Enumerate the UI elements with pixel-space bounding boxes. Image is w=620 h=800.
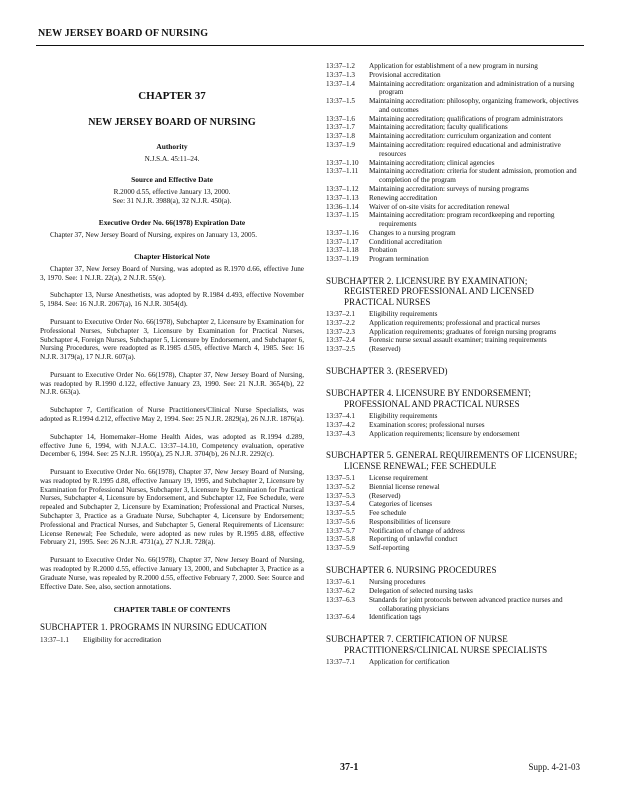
section-title: Categories of licenses <box>369 500 433 509</box>
section-title: Provisional accreditation <box>369 70 441 79</box>
toc-entry <box>326 587 582 596</box>
section-title: Maintaining accreditation: philosophy, organizing framework, objectives and outcomes <box>369 97 579 114</box>
section-number: 13:37–2.3 <box>326 327 355 336</box>
section-title: Conditional accreditation <box>369 237 442 246</box>
section-title: Application requirements; graduates of foreign nursing programs <box>369 327 557 336</box>
section-number: 13:37–6.1 <box>326 578 355 587</box>
section-title: (Reserved) <box>369 491 401 500</box>
subchapter-heading: SUBCHAPTER 5. GENERAL REQUIREMENTS OF LICENSURE; LICENSE RENEWAL; FEE SCHEDULE <box>326 450 578 471</box>
toc-entry <box>326 578 582 587</box>
section-number: 13:37–6.4 <box>326 613 355 622</box>
toc-entry <box>326 141 582 159</box>
authority-text: N.J.S.A. 45:11–24. <box>144 154 200 163</box>
expiration-heading: Executive Order No. 66(1978) Expiration Date <box>98 218 246 227</box>
right-column <box>326 62 582 667</box>
section-title: Forensic nurse sexual assault examiner; training requirements <box>369 336 547 345</box>
section-title: Identification tags <box>369 613 422 622</box>
toc-entry <box>326 71 582 80</box>
section-number: 13:37–1.5 <box>326 97 355 106</box>
toc-entry <box>326 492 582 501</box>
toc-entry <box>326 246 582 255</box>
section-number: 13:37–1.12 <box>326 184 359 193</box>
section-title: Program termination <box>369 255 429 264</box>
section-title: Maintaining accreditation: curriculum organization and content <box>369 132 552 141</box>
authority-heading: Authority <box>156 141 188 151</box>
toc-entry <box>326 421 582 430</box>
section-title: Responsibilities of licensure <box>369 517 451 526</box>
toc-list <box>326 578 582 622</box>
section-title: Delegation of selected nursing tasks <box>369 587 473 596</box>
toc-entry <box>326 115 582 124</box>
toc-entry <box>40 636 304 645</box>
section-title: Maintaining accreditation: criteria for student admission, promotion and completion of the program <box>369 167 577 185</box>
toc-entry <box>326 474 582 483</box>
section-title: Self-reporting <box>369 544 410 553</box>
section-title: (Reserved) <box>369 345 401 354</box>
toc-list <box>326 658 582 667</box>
toc-entry <box>326 310 582 319</box>
toc-entry <box>326 123 582 132</box>
running-head: NEW JERSEY BOARD OF NURSING <box>38 28 209 39</box>
section-number: 13:37–1.2 <box>326 62 355 70</box>
section-title: Maintaining accreditation: program recordkeeping and reporting requirements <box>369 211 555 229</box>
section-title: Application requirements; professional and practical nurses <box>369 318 541 327</box>
toc-entry <box>326 658 582 667</box>
subchapter-heading: SUBCHAPTER 4. LICENSURE BY ENDORSEMENT; PROFESSIONAL AND PRACTICAL NURSES <box>326 388 531 409</box>
section-number: 13:37–5.5 <box>326 509 355 518</box>
section-title: Maintaining accreditation; clinical agencies <box>369 158 495 167</box>
section-title: Eligibility requirements <box>369 310 438 318</box>
section-number: 13:37–1.19 <box>326 255 359 264</box>
section-title: Maintaining accreditation: required educational and administrative resources <box>369 141 561 158</box>
section-number: 13:37–2.5 <box>326 345 355 354</box>
section-number: 13:37–2.4 <box>326 336 355 345</box>
section-title: Maintaining accreditation: surveys of nursing programs <box>369 184 529 193</box>
toc-entry <box>326 229 582 238</box>
toc-entry <box>326 483 582 492</box>
toc-list <box>326 310 582 354</box>
toc-entry <box>326 211 582 229</box>
toc-entry <box>326 238 582 247</box>
section-number: 13:37–4.1 <box>326 411 355 420</box>
toc-entry <box>326 544 582 553</box>
section-title: Renewing accreditation <box>369 193 438 202</box>
toc-entry <box>326 596 582 614</box>
subchapter-heading: SUBCHAPTER 7. CERTIFICATION OF NURSE PRACTITIONERS/CLINICAL NURSE SPECIALISTS <box>326 634 548 655</box>
section-title: Maintaining accreditation; qualifications of program administrators <box>369 114 563 123</box>
section-number: 13:37–4.3 <box>326 429 355 438</box>
section-number: 13:37–5.7 <box>326 526 355 535</box>
section-number: 13:37–5.9 <box>326 544 355 553</box>
subchapter-heading: SUBCHAPTER 3. (RESERVED) <box>326 365 448 376</box>
history-paragraph: Pursuant to Executive Order No. 66(1978), Subchapter 2, Licensure by Examination for Professional Nurses, Subchapter 3, Licensure by Examination for Practical Nurses, Subchapter 4, Foreign Nurses, Subchapter 5, Licensure by Endorsement, and Subchapter 6, Nursing Procedures, were readopted as R.1985 d.505, effective March 4, 1985. See: 16 N.J.R. 3179(a), 17 N.J.R. 607(a). <box>40 317 304 362</box>
chapter-number: CHAPTER 37 <box>138 90 206 102</box>
section-number: 13:37–6.2 <box>326 587 355 596</box>
toc-entry <box>326 80 582 98</box>
history-paragraph: Pursuant to Executive Order No. 66(1978), Chapter 37, New Jersey Board of Nursing, was readopted by R.1990 d.122, effective January 23, 1990. See: 21 N.J.R. 3654(b), 22 N.J.R. 663(a). <box>40 370 304 397</box>
section-title: Probation <box>369 246 397 255</box>
toc-entry <box>326 412 582 421</box>
section-title: Application for establishment of a new program in nursing <box>369 62 538 70</box>
section-number: 13:37–5.2 <box>326 482 355 491</box>
toc-entry <box>326 97 582 115</box>
toc-list <box>326 412 582 438</box>
toc-list <box>326 62 582 264</box>
chapter-title: NEW JERSEY BOARD OF NURSING <box>88 117 256 129</box>
section-number: 13:37–1.10 <box>326 158 359 167</box>
section-number: 13:37–6.3 <box>326 595 355 604</box>
history-heading: Chapter Historical Note <box>134 251 210 261</box>
section-number: 13:37–1.11 <box>326 167 359 176</box>
subchapter-heading: SUBCHAPTER 1. PROGRAMS IN NURSING EDUCATION <box>40 622 268 633</box>
history-paragraph: Chapter 37, New Jersey Board of Nursing, was adopted as R.1970 d.66, effective June 3, 1970. See: 1 N.J.R. 22(a), 2 N.J.R. 55(e). <box>40 264 304 282</box>
section-number: 13:36–1.14 <box>326 202 359 211</box>
toc-list <box>326 474 582 553</box>
expiration-text: Chapter 37, New Jersey Board of Nursing, expires on January 13, 2005. <box>50 231 257 240</box>
history-paragraph: Pursuant to Executive Order No. 66(1978), Chapter 37, New Jersey Board of Nursing, was readopted by R.1995 d.88, effective January 19, 1995, and Subchapter 2, Licensure by Examination for Professional Nurses, Subchapter 3, Licensure by Examination for Practical Nurses, Subchapter 4, Licensure by Endorsement, and Subchapter 12, Fee Schedule, were repealed and Subchapter 2, Licensure by Examination; Professional and Practical Nurses, Subchapter 3, Practice as a Graduate Nurse, Subchapter 4, Licensure by Endorsement; Professional and Practical Nurses, and Subchapter 5, General Requirements of Licensure: License Renewal; Fee Schedule, were adopted as new rules by R.1995 d.88, effective February 21, 1995. See: 26 N.J.R. 4731(a), 27 N.J.R. 728(a). <box>40 468 304 547</box>
section-number: 13:37–5.1 <box>326 473 355 482</box>
subchapter-group <box>326 276 582 667</box>
subchapter-heading: SUBCHAPTER 2. LICENSURE BY EXAMINATION; REGISTERED PROFESSIONAL AND LICENSED PRACTICAL NURSES <box>326 275 534 307</box>
toc-entry <box>326 328 582 337</box>
section-title: Maintaining accreditation; faculty qualifications <box>369 123 508 132</box>
toc-entry <box>326 336 582 345</box>
history-paragraph: Subchapter 14, Homemaker–Home Health Aides, was adopted as R.1994 d.289, effective June 6, 1994, with N.J.A.C. 13:37–14.10, Competency evaluation, operative December 6, 1994. See: 25 N.J.R. 1950(a), 25 N.J.R. 3704(b), 26 N.J.R. 2292(c). <box>40 432 304 459</box>
section-number: 13:37–1.7 <box>326 123 355 132</box>
section-number: 13:37–1.6 <box>326 114 355 123</box>
toc-entry <box>326 203 582 212</box>
toc-entry <box>326 185 582 194</box>
section-title: Application for certification <box>369 657 450 666</box>
section-number: 13:37–1.4 <box>326 79 355 88</box>
section-title: License requirement <box>369 473 428 482</box>
toc-heading: CHAPTER TABLE OF CONTENTS <box>113 605 231 615</box>
toc-entry <box>326 159 582 168</box>
section-number: 13:37–1.18 <box>326 246 359 255</box>
section-number: 13:37–4.2 <box>326 420 355 429</box>
toc-entry <box>326 613 582 622</box>
toc-entry <box>326 167 582 185</box>
section-title: Biennial license renewal <box>369 482 440 491</box>
section-number: 13:37–1.17 <box>326 237 359 246</box>
toc-list <box>40 636 304 645</box>
section-number: 13:37–1.8 <box>326 132 355 141</box>
section-title: Examination scores; professional nurses <box>369 420 485 429</box>
section-title: Waiver of on-site visits for accreditation renewal <box>369 202 510 211</box>
toc-entry <box>326 527 582 536</box>
section-title: Changes to a nursing program <box>369 228 456 237</box>
section-title: Maintaining accreditation: organization and administration of a nursing program <box>369 79 575 97</box>
section-number: 13:37–1.3 <box>326 70 355 79</box>
toc-entry <box>326 430 582 439</box>
source-heading: Source and Effective Date <box>131 175 213 185</box>
section-title: Standards for joint protocols between advanced practice nurses and collaborating physicians <box>369 595 563 613</box>
toc-entry <box>326 194 582 203</box>
section-number: 13:37–1.1 <box>40 635 69 644</box>
section-title: Application requirements; licensure by endorsement <box>369 429 520 438</box>
toc-entry <box>326 500 582 509</box>
section-number: 13:37–5.8 <box>326 535 355 544</box>
section-number: 13:37–5.6 <box>326 517 355 526</box>
section-number: 13:37–5.4 <box>326 500 355 509</box>
source-text: R.2000 d.55, effective January 13, 2000. See: 31 N.J.R. 3988(a), 32 N.J.R. 450(a). <box>112 188 232 206</box>
section-title: Notification of change of address <box>369 526 465 535</box>
history-paragraph: Subchapter 7, Certification of Nurse Practitioners/Clinical Nurse Specialists, was adopted as R.1994 d.212, effective May 2, 1994. See: 25 N.J.R. 2829(a), 26 N.J.R. 1876(a). <box>40 406 304 423</box>
supplement-date: Supp. 4-21-03 <box>528 762 580 772</box>
page-number: 37-1 <box>340 762 359 773</box>
section-number: 13:37–1.9 <box>326 141 355 150</box>
history-notes <box>40 265 304 591</box>
page-footer <box>40 762 580 776</box>
toc-entry <box>326 319 582 328</box>
toc-entry <box>326 345 582 354</box>
toc-entry <box>326 62 582 71</box>
section-number: 13:37–5.3 <box>326 491 355 500</box>
header-rule <box>36 45 584 46</box>
section-number: 13:37–2.2 <box>326 318 355 327</box>
section-number: 13:37–2.1 <box>326 310 355 318</box>
section-title: Fee schedule <box>369 509 407 518</box>
subchapter-heading: SUBCHAPTER 6. NURSING PROCEDURES <box>326 565 497 575</box>
history-paragraph: Pursuant to Executive Order No. 66(1978), Chapter 37, New Jersey Board of Nursing, was readopted by R.2000 d.55, effective January 13, 2000, and Subchapter 3, Practice as a Graduate Nurse, was repealed by R.2000 d.55, effective February 7, 2000. See: Source and Effective Date. See, also, section annotations. <box>40 556 304 591</box>
toc-entry <box>326 132 582 141</box>
section-title: Nursing procedures <box>369 578 426 587</box>
section-title: Reporting of unlawful conduct <box>369 535 458 544</box>
history-paragraph: Subchapter 13, Nurse Anesthetists, was adopted by R.1984 d.493, effective November 5, 1984. See: 16 N.J.R. 2067(a), 16 N.J.R. 3054(d). <box>40 291 304 309</box>
section-number: 13:37–1.15 <box>326 211 359 220</box>
section-number: 13:37–1.13 <box>326 193 359 202</box>
section-number: 13:37–1.16 <box>326 228 359 237</box>
section-number: 13:37–7.1 <box>326 657 355 666</box>
toc-entry <box>326 509 582 518</box>
section-title: Eligibility for accreditation <box>83 635 162 644</box>
toc-entry <box>326 535 582 544</box>
toc-entry <box>326 255 582 264</box>
left-column <box>40 62 304 644</box>
toc-entry <box>326 518 582 527</box>
section-title: Eligibility requirements <box>369 411 438 420</box>
